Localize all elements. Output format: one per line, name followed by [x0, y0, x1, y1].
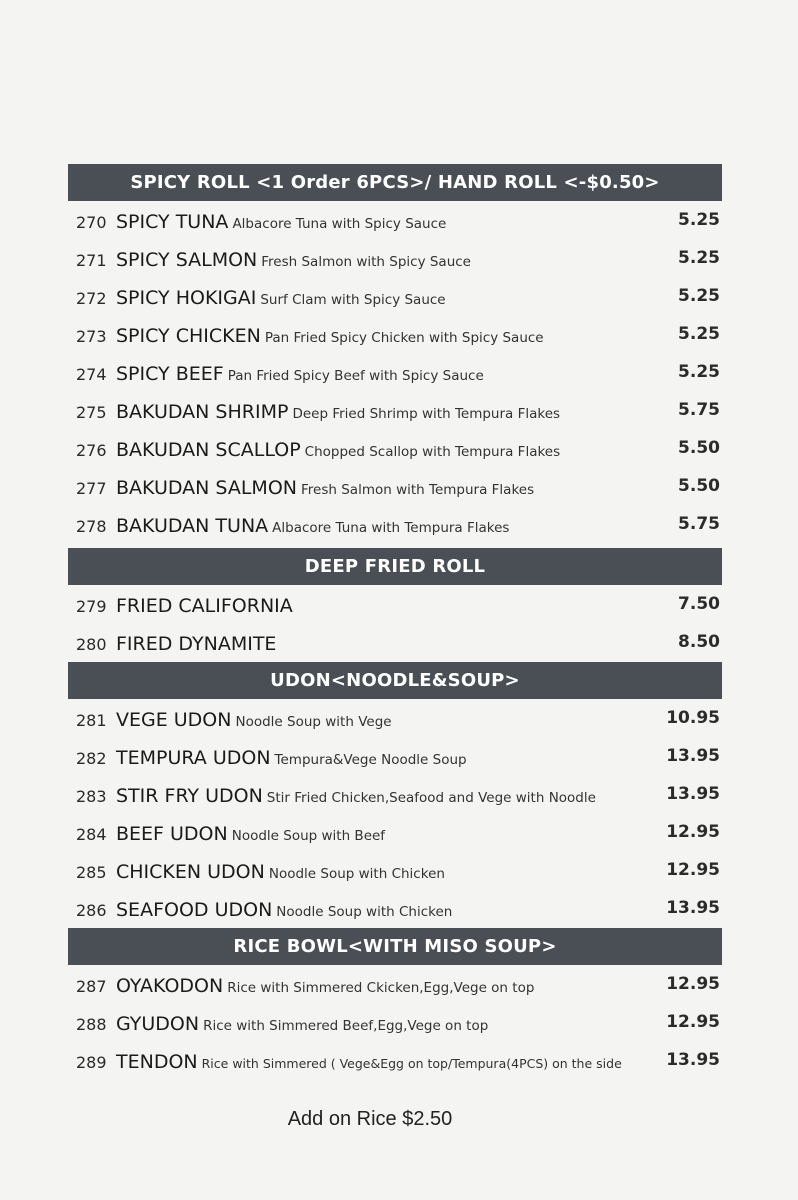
section-header: UDON<NOODLE&SOUP> — [68, 662, 722, 699]
item-number: 271 — [76, 251, 107, 270]
item-number: 274 — [76, 365, 107, 384]
item-price: 13.95 — [666, 746, 720, 766]
menu-item — [68, 775, 722, 813]
menu-item — [68, 353, 722, 391]
item-price: 10.95 — [666, 708, 720, 728]
add-on-rice-note: Add on Rice $2.50 — [287, 1108, 453, 1130]
item-description: Noodle Soup with Chicken — [276, 904, 453, 920]
item-name: VEGE UDON — [116, 709, 232, 731]
item-description: Albacore Tuna with Tempura Flakes — [272, 520, 510, 536]
item-name: BAKUDAN SHRIMP — [116, 401, 289, 423]
item-number: 286 — [76, 901, 107, 920]
item-description: Chopped Scallop with Tempura Flakes — [304, 444, 561, 460]
item-name: SPICY HOKIGAI — [116, 287, 257, 309]
item-price: 12.95 — [666, 860, 720, 880]
menu-item — [68, 1041, 722, 1079]
item-name: FIRED DYNAMITE — [116, 633, 277, 655]
menu-item — [68, 277, 722, 315]
menu-item — [68, 889, 722, 927]
item-name: SEAFOOD UDON — [116, 899, 273, 921]
item-price: 5.50 — [678, 476, 720, 496]
menu-item — [68, 1003, 722, 1041]
item-number: 285 — [76, 863, 107, 882]
item-name: SPICY CHICKEN — [116, 325, 261, 347]
menu-item — [68, 315, 722, 353]
item-description: Stir Fried Chicken,Seafood and Vege with Noodle — [266, 790, 596, 806]
menu-item — [68, 813, 722, 851]
menu-item — [68, 851, 722, 889]
item-name: STIR FRY UDON — [116, 785, 263, 807]
item-name: GYUDON — [116, 1013, 200, 1035]
item-number: 284 — [76, 825, 107, 844]
item-name: BAKUDAN SCALLOP — [116, 439, 301, 461]
menu-item — [68, 201, 722, 239]
item-number: 289 — [76, 1053, 107, 1072]
item-description: Pan Fried Spicy Chicken with Spicy Sauce — [264, 330, 544, 346]
item-number: 280 — [76, 635, 107, 654]
section-spicy-roll — [68, 164, 722, 543]
item-price: 5.75 — [678, 514, 720, 534]
item-description: Rice with Simmered ( Vege&Egg on top/Tempura(4PCS) on the side — [201, 1056, 622, 1071]
item-name: TENDON — [116, 1051, 198, 1073]
item-price: 8.50 — [678, 632, 720, 652]
item-description: Deep Fried Shrimp with Tempura Flakes — [292, 406, 561, 422]
item-number: 277 — [76, 479, 107, 498]
item-description: Albacore Tuna with Spicy Sauce — [232, 216, 447, 232]
item-number: 273 — [76, 327, 107, 346]
item-description: Fresh Salmon with Spicy Sauce — [261, 254, 471, 270]
item-price: 13.95 — [666, 898, 720, 918]
item-price: 13.95 — [666, 1050, 720, 1070]
item-price: 5.50 — [678, 438, 720, 458]
item-description: Surf Clam with Spicy Sauce — [260, 292, 446, 308]
menu-item — [68, 737, 722, 775]
menu-item — [68, 699, 722, 737]
item-number: 270 — [76, 213, 107, 232]
item-price: 5.25 — [678, 248, 720, 268]
item-name: BEEF UDON — [116, 823, 228, 845]
item-description: Pan Fried Spicy Beef with Spicy Sauce — [227, 368, 484, 384]
item-description: Noodle Soup with Vege — [235, 714, 392, 730]
item-price: 12.95 — [666, 1012, 720, 1032]
item-name: SPICY SALMON — [116, 249, 258, 271]
item-price: 5.25 — [678, 210, 720, 230]
item-price: 5.75 — [678, 400, 720, 420]
menu-item — [68, 239, 722, 277]
menu-item — [68, 585, 722, 623]
item-number: 272 — [76, 289, 107, 308]
item-price: 5.25 — [678, 324, 720, 344]
item-price: 13.95 — [666, 784, 720, 804]
menu-item — [68, 505, 722, 543]
item-price: 12.95 — [666, 822, 720, 842]
item-number: 283 — [76, 787, 107, 806]
item-number: 288 — [76, 1015, 107, 1034]
menu-item — [68, 623, 722, 661]
item-price: 12.95 — [666, 974, 720, 994]
item-description: Noodle Soup with Beef — [231, 828, 386, 844]
section-udon — [68, 662, 722, 927]
menu-item — [68, 467, 722, 505]
item-name: OYAKODON — [116, 975, 224, 997]
section-header: RICE BOWL<WITH MISO SOUP> — [68, 928, 722, 965]
section-rice-bowl — [68, 928, 722, 1079]
menu-item — [68, 429, 722, 467]
item-price: 5.25 — [678, 362, 720, 382]
item-name: FRIED CALIFORNIA — [116, 595, 293, 617]
section-header: DEEP FRIED ROLL — [68, 548, 722, 585]
item-price: 7.50 — [678, 594, 720, 614]
item-name: SPICY TUNA — [116, 211, 229, 233]
item-name: CHICKEN UDON — [116, 861, 265, 883]
section-header: SPICY ROLL <1 Order 6PCS>/ HAND ROLL <-$0.50> — [68, 164, 722, 201]
item-number: 279 — [76, 597, 107, 616]
item-name: TEMPURA UDON — [116, 747, 271, 769]
item-number: 282 — [76, 749, 107, 768]
item-number: 278 — [76, 517, 107, 536]
item-number: 276 — [76, 441, 107, 460]
item-description: Noodle Soup with Chicken — [268, 866, 445, 882]
item-description: Rice with Simmered Beef,Egg,Vege on top — [203, 1018, 489, 1034]
item-number: 275 — [76, 403, 107, 422]
item-description: Rice with Simmered Ckicken,Egg,Vege on top — [227, 980, 535, 996]
item-price: 5.25 — [678, 286, 720, 306]
item-name: BAKUDAN SALMON — [116, 477, 297, 499]
item-description: Fresh Salmon with Tempura Flakes — [301, 482, 535, 498]
item-name: SPICY BEEF — [116, 363, 224, 385]
section-deep-fried-roll — [68, 548, 722, 661]
item-description: Tempura&Vege Noodle Soup — [274, 752, 467, 768]
item-number: 287 — [76, 977, 107, 996]
item-number: 281 — [76, 711, 107, 730]
item-name: BAKUDAN TUNA — [116, 515, 269, 537]
menu-item — [68, 965, 722, 1003]
menu-item — [68, 391, 722, 429]
